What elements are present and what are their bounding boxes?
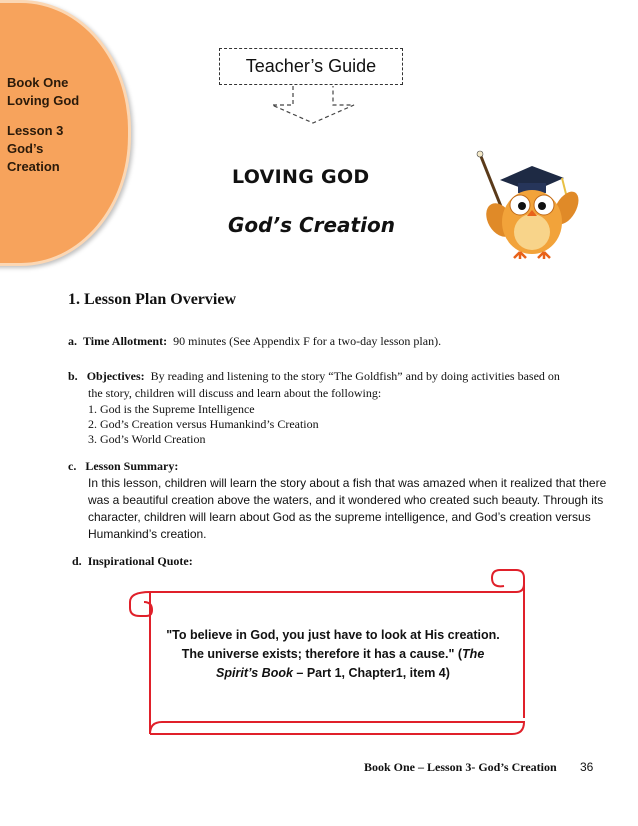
page-number: 36 bbox=[580, 760, 594, 774]
quote-line-3b: – Part 1, Chapter1, item 4) bbox=[292, 666, 450, 680]
item-c-marker: c. bbox=[68, 459, 77, 473]
item-d bbox=[72, 553, 193, 569]
item-c-label: Lesson Summary: bbox=[85, 459, 179, 473]
item-a-text: 90 minutes (See Appendix F for a two-day lesson plan). bbox=[173, 334, 442, 348]
objective-1: 1. God is the Supreme Intelligence bbox=[88, 402, 255, 416]
quote-line-2 bbox=[150, 645, 516, 664]
quote-line-1: "To believe in God, you just have to look at His creation. bbox=[166, 628, 500, 642]
badge-book: Book One bbox=[7, 75, 69, 90]
item-d-marker: d. bbox=[72, 554, 82, 568]
item-b-text-1: By reading and listening to the story “The Goldfish” and by doing activities based on bbox=[150, 369, 560, 383]
quote-line-2a: The universe exists; therefore it has a cause." ( bbox=[181, 647, 463, 661]
badge-subtitle: Loving God bbox=[7, 93, 80, 108]
item-a bbox=[68, 333, 441, 349]
item-b-text-2: the story, children will discuss and learn about the following: bbox=[88, 386, 382, 400]
item-c bbox=[68, 458, 178, 474]
item-b bbox=[68, 368, 560, 384]
owl-mascot bbox=[470, 150, 580, 260]
section-heading: 1. Lesson Plan Overview bbox=[68, 291, 236, 308]
item-d-label: Inspirational Quote: bbox=[87, 554, 193, 568]
item-a-marker: a. bbox=[68, 334, 77, 348]
quote bbox=[150, 626, 516, 683]
summary-line-1: In this lesson, children will learn the story about a fish that was amazed when it realized that there bbox=[88, 476, 607, 490]
quote-book-title: Spirit’s Book bbox=[216, 666, 293, 680]
teachers-guide-label: Teacher’s Guide bbox=[219, 48, 403, 85]
page-title: LOVING GOD bbox=[232, 166, 370, 188]
down-arrow-icon bbox=[258, 85, 368, 127]
summary-line-4: Humankind’s creation. bbox=[88, 527, 207, 541]
badge-lesson: Lesson 3 bbox=[7, 123, 64, 138]
summary-line-3: character, children will learn about God as the supreme intelligence, and God’s creation versus bbox=[88, 510, 591, 524]
item-b-label: Objectives: bbox=[86, 369, 145, 383]
badge-topic-1: God’s bbox=[7, 141, 44, 156]
quote-book-the: The bbox=[462, 647, 485, 661]
badge-topic-2: Creation bbox=[7, 159, 60, 174]
footer-text: Book One – Lesson 3- God’s Creation bbox=[364, 760, 557, 774]
page-subtitle: God’s Creation bbox=[228, 213, 395, 237]
item-a-label: Time Allotment: bbox=[83, 334, 168, 348]
objective-3: 3. God’s World Creation bbox=[88, 432, 206, 446]
summary-line-2: was a beautiful creation above the waters, and it wondered who created such beauty. Through its bbox=[88, 493, 604, 507]
item-b-marker: b. bbox=[68, 369, 78, 383]
quote-line-3 bbox=[150, 664, 516, 683]
objective-2: 2. God’s Creation versus Humankind’s Creation bbox=[88, 417, 319, 431]
